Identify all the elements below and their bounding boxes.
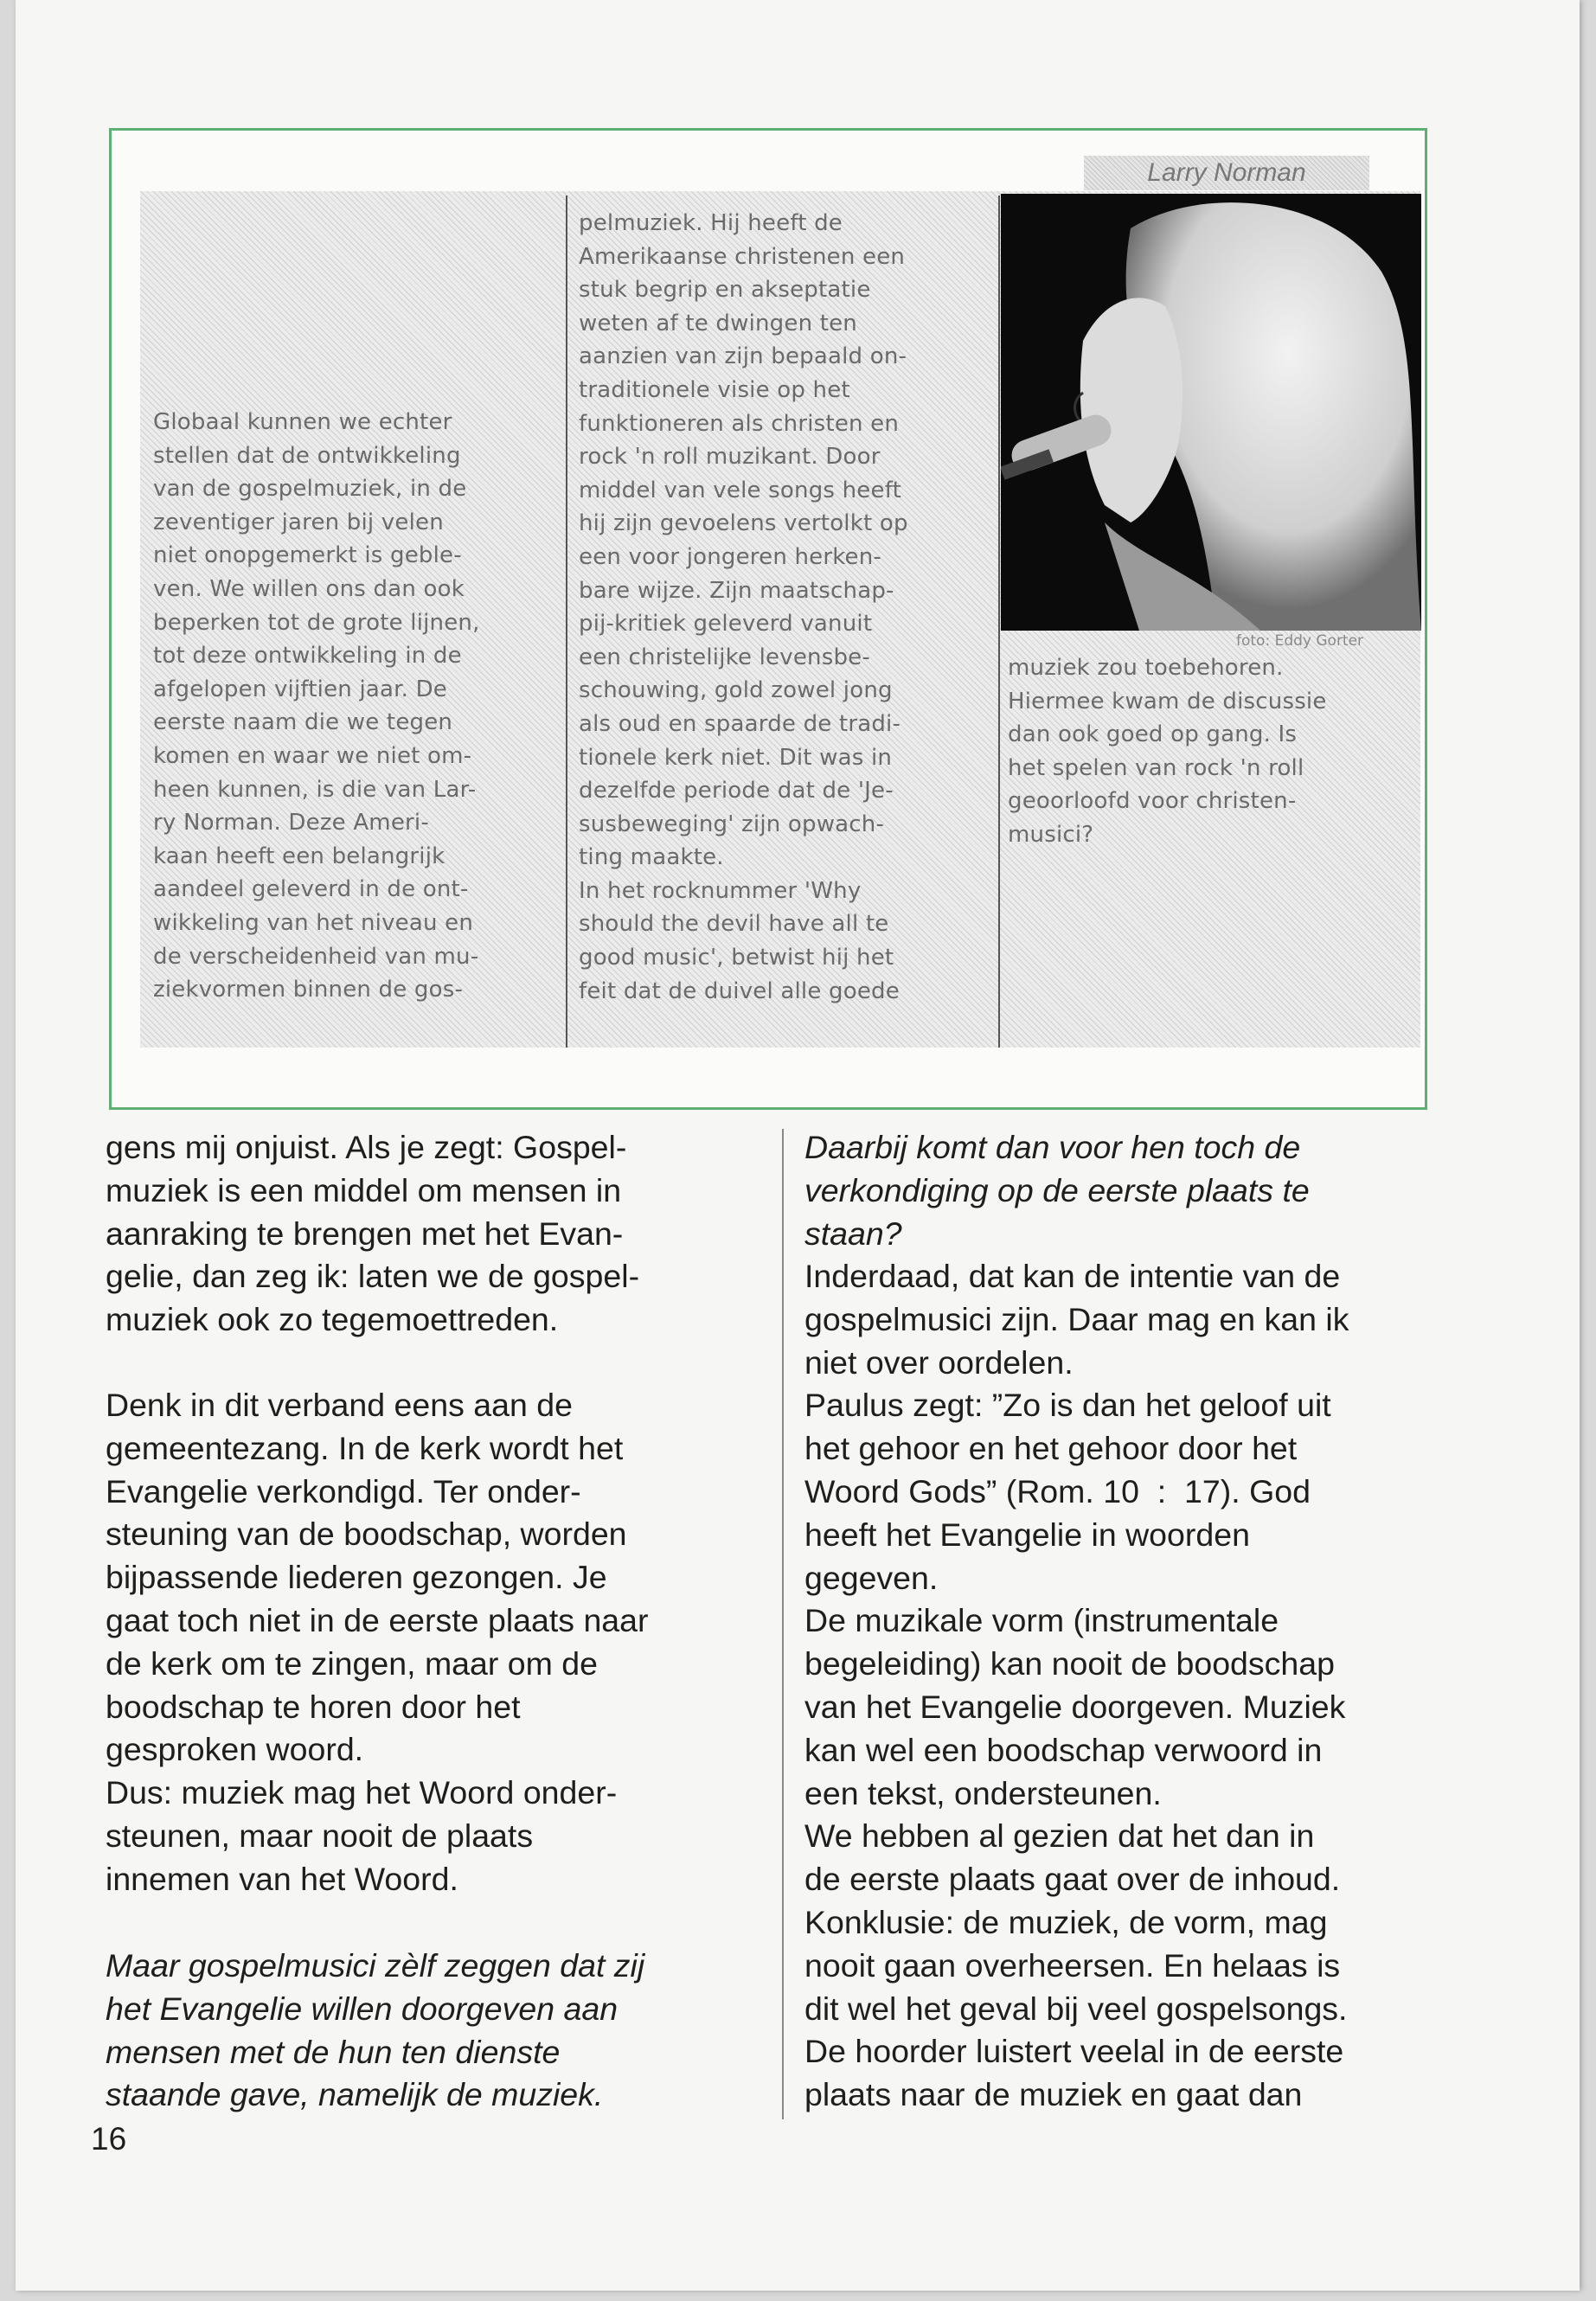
right-question: Daarbij komt dan voor hen toch de verkondiging op de eerste plaats te staan?: [804, 1129, 1310, 1252]
larry-norman-photo: [1001, 194, 1421, 631]
left-paragraph-2: Denk in dit verband eens aan de gemeentezang. In de kerk wordt het Evangelie verkondigd. Ter onder- steuning van de boodschap, worden bijpassende liederen gezongen. Je gaat toch niet in de eerste plaats naar de kerk om te zingen, maar om de boodschap te horen door het gesproken woord. Dus: muziek mag het Woord onder- steunen, maar nooit de plaats innemen van het Woord.: [106, 1387, 649, 1897]
left-question: Maar gospelmusici zèlf zeggen dat zij het Evangelie willen doorgeven aan mensen met de hun ten dienste staande gave, namelijk de muziek.: [106, 1947, 645, 2113]
page: [16, 0, 1580, 2291]
column-divider: [782, 1129, 784, 2119]
sidebar-box: [109, 128, 1427, 1110]
column-rule: [998, 195, 1000, 1048]
sidebar-column-3: muziek zou toebehoren. Hiermee kwam de discussie dan ook goed op gang. Is het spelen van rock 'n roll geoorloofd voor christen- musici?: [1008, 655, 1327, 848]
sidebar-column-2: pelmuziek. Hij heeft de Amerikaanse christenen een stuk begrip en akseptatie weten af te dwingen ten aanzien van zijn bepaald on- traditionele visie op het funktioneren als christen en rock 'n roll muzikant. Door middel van vele songs heeft hij zijn gevoelens vertolkt op een voor jongeren herken- bare wijze. Zijn maatschap- pij-kritiek geleverd vanuit een christelijke levensbe- schouwing, gold zowel jong als oud en spaarde de tradi- tionele kerk niet. Dit was in dezelfde periode dat de 'Je- susbeweging' zijn opwach- ting maakte. In het rocknummer 'Why should the devil have all te good music', betwist hij het feit dat de duivel alle goede: [579, 210, 908, 1004]
page-number: 16: [91, 2121, 127, 2157]
column-rule: [566, 195, 567, 1048]
sidebar-column-1: Globaal kunnen we echter stellen dat de ontwikkeling van de gospelmuziek, in de zeventiger jaren bij velen niet onopgemerkt is geble- ven. We willen ons dan ook beperken tot de grote lijnen, tot deze ontwikkeling in de afgelopen vijftien jaar. De eerste naam die we tegen komen en waar we niet om- heen kunnen, is die van Lar- ry Norman. Deze Ameri- kaan heeft een belangrijk aandeel geleverd in de ont- wikkeling van het niveau en de verscheidenheid van mu- ziekvormen binnen de gos-: [153, 409, 480, 1003]
right-answer: Inderdaad, dat kan de intentie van de gospelmusici zijn. Daar mag en kan ik niet over oordelen. Paulus zegt: ”Zo is dan het geloof uit het gehoor en het gehoor door het Woord Gods” (Rom. 10 : 17). God heeft het Evangelie in woorden gegeven. De muzikale vorm (instrumentale begeleiding) kan nooit de boodschap van het Evangelie doorgeven. Muziek kan wel een boodschap verwoord in een tekst, ondersteunen. We hebben al gezien dat het dan in de eerste plaats gaat over de inhoud. Konklusie: de muziek, de vorm, mag nooit gaan overheersen. En helaas is dit wel het geval bij veel gospelsongs. De hoorder luistert veelal in de eerste plaats naar de muziek en gaat dan: [804, 1258, 1349, 2113]
left-paragraph-1: gens mij onjuist. Als je zegt: Gospel- muziek is een middel om mensen in aanraking te brengen met het Evan- gelie, dan zeg ik: laten we de gospel- muziek ook zo tegemoettreden.: [106, 1129, 640, 1338]
photo-title: Larry Norman: [1084, 156, 1369, 190]
photo-credit: foto: Eddy Gorter: [1236, 632, 1364, 650]
